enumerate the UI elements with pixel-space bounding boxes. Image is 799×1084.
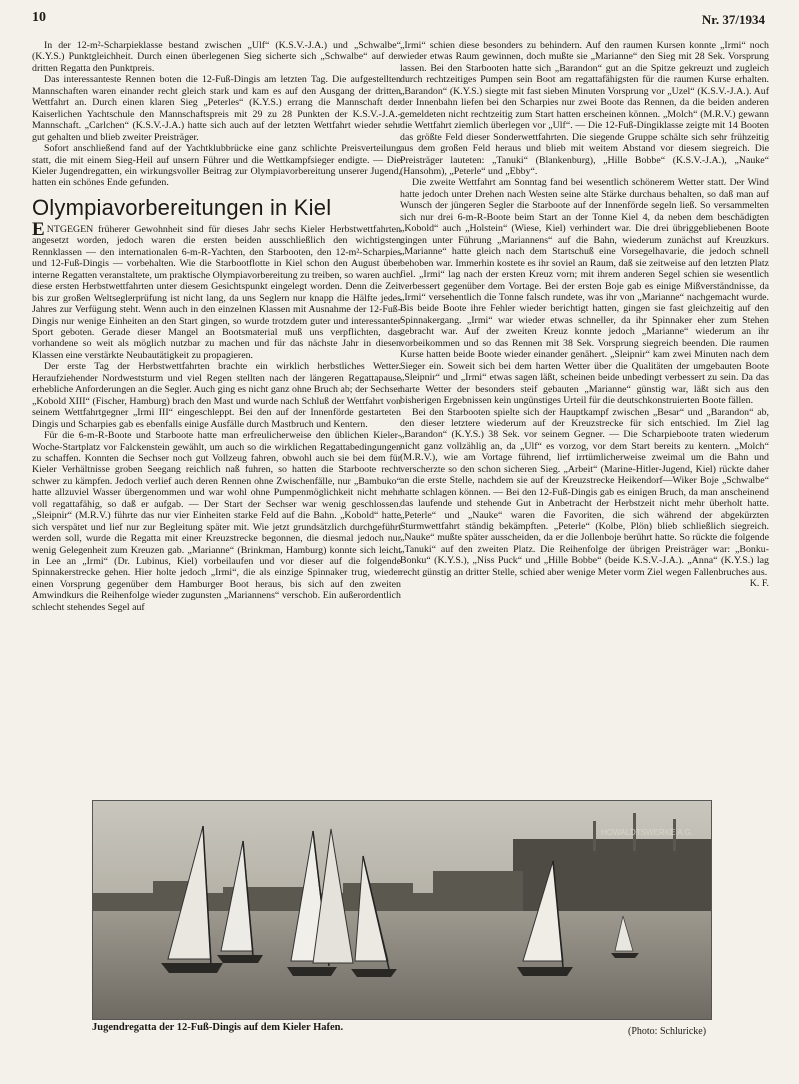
- intro-paragraph-2: Das interessanteste Rennen boten die 12-Fuß-Dingis am letzten Tag. Die aufgestellten Mannschaften waren einander recht gleich stark und kam es auf den Ausgang der dritten Wettfahrt an. Durch einen klaren Sieg „Peterles“ (K.Y.S.) errang die Mannschaft der Kaiserlichen Yachtschule den Mannschaftspreis mit 29 zu 28 Punkten der K.S.V.-J.A.-Mannschaft. „Carlchen“ (K.S.V.-J.A.) hatte sich auch auf der letzten Wettfahrt wieder sehr gut gehalten und blieb zweiter Preisträger.: [32, 74, 401, 143]
- right-column: [400, 40, 769, 590]
- issue-number: Nr. 37/1934: [701, 12, 765, 27]
- article-headline: Olympiavorbereitungen in Kiel: [32, 194, 332, 220]
- right-paragraph-2: Die zweite Wettfahrt am Sonntag fand bei wesentlich schönerem Wetter statt. Der Wind hatte jedoch unter Drehen nach Westen seine alte Stärke durchaus behalten, so daß man auf Wunsch der jüngeren Segler die Starboote auf der Innenförde segeln ließ. So versammelten sich nur drei 6-m-R-Boote beim Start an der Tonne Kiel 4, da neben dem beschädigten „Kobold“ auch „Holstein“ (Wiese, Kiel) verhindert war. Die drei übriggebliebenen Boote gingen unter Führung „Mariannens“ auf die Bahn, wiederum zunächst auf Kreuzkurs. „Marianne“ hatte gleich nach dem Startschuß eine Vorsegelhavarie, die jedoch schnell behoben war. Immerhin kostete es ihr soviel an Raum, daß sie zeitweise auf den letzten Platz fiel. „Irmi“ lag nach der ersten Kreuz vorn; mit ihrem anderen Segel schien sie wesentlich verbessert gegenüber dem Vortage. Bei der ersten Boje gab es einige Mißverständnisse, da „Irmi“ versehentlich die Tonne falsch rundete, was ihr von „Marianne“ nachgemacht wurde. Bis beide Boote ihre Fehler wieder berichtigt hatten, gingen sie fast gleichzeitig auf den Spinnakergang. „Irmi“ war wieder etwas schneller, da ihr Spinnaker eher zum Stehen gebracht war. Auf der zweiten Kreuz konnte jedoch „Marianne“ wiederum an ihr vorbeikommen und so das Rennen mit 38 Sek. Vorsprung siegreich beenden. Die raumen Kurse hatten beide Boote wieder einander genähert. „Sleipnir“ kam zwei Minuten nach dem Sieger ein. Soweit sich bei dem harten Wetter über die Qualitäten der umgebauten Boote „Sleipnir“ und „Irmi“ etwas sagen läßt, scheinen beide unbedingt verbessert zu sein. Da das harte Wetter der besonders steif gebauten „Marianne“ günstig war, läßt sich aus den bisherigen Ergebnissen kein ungünstiges Urteil für die deutschkonstruierten Boote fällen.: [400, 177, 769, 407]
- regatta-photo: [92, 800, 712, 1020]
- author-signature: K. F.: [749, 578, 769, 590]
- intro-paragraph-3: Sofort anschließend fand auf der Yachtklubbrücke eine ganz schlichte Preisverteilung statt, die mit einem Sieg-Heil auf unsern Führer und die Wettkampfsieger endigte. — Die Kieler Jugendregatten, ein wirkungsvoller Beitrag zur Olympiavorbereitung unserer Jugend, hatten ein schönes Ende gefunden.: [32, 143, 401, 189]
- photo-caption: Jugendregatta der 12-Fuß-Dingis auf dem Kieler Hafen.: [92, 1022, 344, 1033]
- photo-credit: (Photo: Schluricke): [628, 1026, 707, 1037]
- body-paragraph-2: Für die 6-m-R-Boote und Starboote hatte man erfreulicherweise den üblichen Kieler-Woche-Startplatz vor Falckenstein gewählt, um auch so die wirklichen Regattabedingungen zu schaffen. Konnten die Sechser noch gut Vollzeug fahren, obwohl auch sie bei dem für Kieler Verhältnisse groben Seegang reichlich naß fuhren, so hatten die Starboote recht schwer zu kämpfen. Jedoch verlief auch deren Rennen ohne Zwischenfälle, nur „Bambuko“ hatte allzuviel Wasser übergenommen und war wohl ohne Pumpenmöglichkeit nicht mehr voll regattafähig, so daß er aufgab. — Der Start der Sechser war wenig geschlossen. „Sleipnir“ (M.R.V.) führte das nur vier Einheiten starke Feld auf die Bahn. „Kobold“ hatte sich verspätet und lief nur zur Begleitung später mit. Wie jetzt grundsätzlich durchgeführt werden soll, wurde die Regatta mit einer Kreuzstrecke begonnen, die diesmal jedoch nur wenig Gelegenheit zum Kreuzen gab. „Marianne“ (Brinkman, Hamburg) konnte sich leicht in Lee an „Irmi“ (Dr. Lubinus, Kiel) vorbeilaufen und vor dieser auf die folgende Spinnakerstrecke gehen. Hier holte jedoch „Irmi“, die als einzige Spinnaker trug, wieder einen Vorsprung gegenüber dem Hamburger Boot heraus, bis sich auf den zweiten Amwindkurs die Reihenfolge wieder zugunsten „Mariannens“ verschob. Ein außerordentlich schlecht stehendes Segel auf: [32, 430, 401, 613]
- drop-cap: E: [32, 218, 45, 240]
- page-number: 10: [32, 10, 46, 25]
- body-paragraph-1: Der erste Tag der Herbstwettfahrten brachte ein wirklich herbstliches Wetter. Heraufziehender Nordweststurm und viel Regen stellten nach der längeren Regattapause erhebliche Anforderungen an die Segler. Auch ging es nicht ganz ohne Bruch ab; der Sechser „Kobold XIII“ (Fischer, Hamburg) brach den Mast und wurde nach Schluß der Wettfahrt von seinem Wettfahrtgegner „Irmi III“ eingeschleppt. Bei den auf der Innenförde gestarteten Dingis und Scharpies gab es ebenfalls einige Ausfälle durch Mastbruch und Kentern.: [32, 361, 401, 430]
- intro-paragraph-1: In der 12-m²-Scharpieklasse bestand zwischen „Ulf“ (K.S.V.-J.A.) und „Schwalbe“ (K.Y.S.) Punktgleichheit. Durch einen überlegenen Sieg sicherte sich „Schwalbe“ auf der dritten Regatta den Punktpreis.: [32, 40, 401, 74]
- right-paragraph-1: „Irmi“ schien diese besonders zu behindern. Auf den raumen Kursen konnte „Irmi“ noch wieder etwas Raum gewinnen, doch mußte sie „Marianne“ den Sieg mit 28 Sek. Vorsprung lassen. Bei den Starbooten hatte sich „Barandon“ gut an die Spitze gekreuzt und zugleich durch rechtzeitiges Pumpen sein Boot am regattafähigsten für die raumen Kurse erhalten. „Barandon“ (K.Y.S.) siegte mit fast sieben Minuten Vorsprung vor „Uzel“ (K.S.V.-J.A.). Auf der Innenbahn liefen bei den Scharpies nur zwei Boote das Rennen, da die beiden anderen gemeldeten nicht rechtzeitig zum Start hatten erscheinen können. „Molch“ (M.R.V.) gewann die Wettfahrt ziemlich überlegen vor „Ulf“. — Die 12-Fuß-Dingiklasse zeigte mit 14 Booten das größte Feld dieser Sonderwettfahrten. Die siegende Gruppe schälte sich sehr frühzeitig aus dem großen Feld heraus und blieb mit weitem Abstand vor diesem siegreich. Die Preisträger lauteten: „Tanuki“ (Blankenburg), „Hille Bobbe“ (K.S.V.-J.A.), „Nauke“ (Hansohm), „Peterle“ und „Ebby“.: [400, 40, 769, 177]
- shipyard-sign: HOWALDTSWERKE A.G.: [601, 828, 694, 837]
- left-column: [32, 40, 401, 613]
- right-paragraph-3: Bei den Starbooten spielte sich der Hauptkampf zwischen „Besar“ und „Barandon“ ab, den dieser letztere wiederum auf der Kreuzstrecke für sich entschied. Im Ziel lag „Barandon“ (K.Y.S.) 38 Sek. vor seinem Gegner. — Die Scharpieboote traten wiederum nicht ganz vollzählig an, da „Ulf“ es vorzog, vor dem Start bereits zu kentern. „Molch“ (M.R.V.), wie am Vortage führend, lief irrtümlicherweise zweimal um die Bahn und verscherzte so den schon sicheren Sieg. „Arbeit“ (Marine-Hitler-Jugend, Kiel) rückte daher an die erste Stelle, nachdem sie auf der Kreuzstrecke Heikendorf—Wiker Boje „Schwalbe“ hatte schlagen können. — Bei den 12-Fuß-Dingis gab es einigen Bruch, da man anscheinend das laufende und stehende Gut in Anbetracht der Herbstzeit nicht mehr überholt hatte. „Peterle“ und „Nauke“ waren die Favoriten, die sich während der abgekürzten Sturmwettfahrt ständig bekämpften. „Peterle“ (Kolbe, Plön) blieb schließlich siegreich. „Nauke“ mußte später ausscheiden, da er die Jollenboje berührt hatte. So rückte die folgende „Tanuki“ auf den zweiten Platz. Die Reihenfolge der übrigen Preisträger war: „Bonku-Bonku“ (K.Y.S.), „Niss Puck“ und „Hille Bobbe“ (beide K.S.V.-J.A.). „Anna“ (K.Y.S.) lag recht günstig an dritter Stelle, schied aber wenige Meter vorm Ziel wegen Fallenbruches aus.: [400, 406, 769, 578]
- lead-text: NTGEGEN früherer Gewohnheit sind für dieses Jahr sechs Kieler Herbstwettfahrten angesetzt worden, jedoch waren die ersten beiden ausschließlich den wichtigsten Rennklassen — den internationalen 6-m-R-Yachten, den Starbooten, den 12-m²-Scharpies und 12-Fuß-Dingis — vorbehalten. Wie die Starbootflotte in Kiel schon den August über interne Regatten veranstaltete, um praktische Olympiavorbereitung zu treiben, so waren auch diese ersten Herbstwettfahrten unter diesem Gesichtspunkt eingelegt worden. Denn die Zeit bis zur großen Weltseglerprüfung ist nicht lang, da uns Seglern nur knapp die Hälfte jedes Jahres zur Verfügung steht. Wenn auch in den einzelnen Klassen mit Ausnahme der 12-Fuß-Dingis nur wenige Einheiten an den Start gingen, so wurde trotzdem guter und interessanter Sport geboten. Gerade dieser Mangel an Bootsmaterial muß uns verpflichten, das vorhandene so weit als möglich nutzbar zu machen und für das nächste Jahr in diesen Klassen eine verstärkte Neubautätigkeit zu propagieren.: [32, 223, 401, 361]
- article-lead-paragraph: [32, 218, 401, 361]
